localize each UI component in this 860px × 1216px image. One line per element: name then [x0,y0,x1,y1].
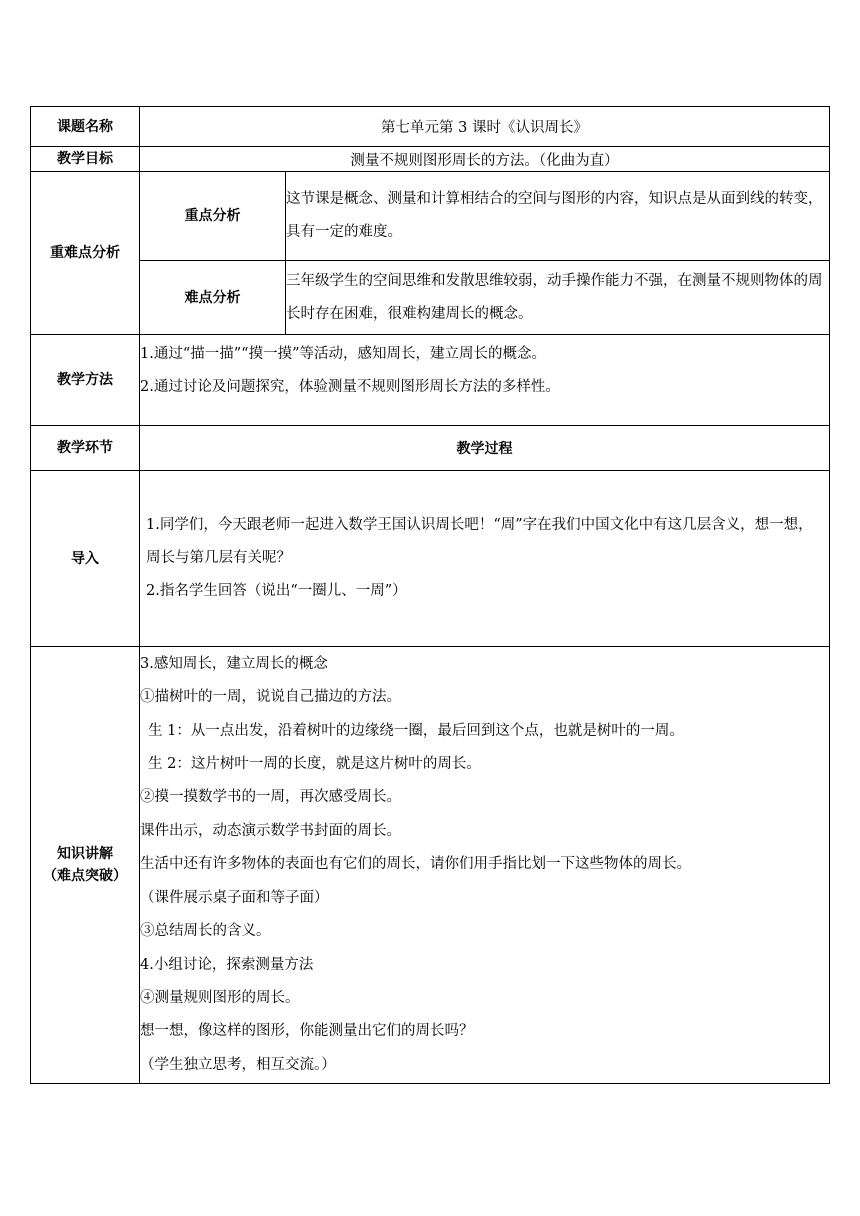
row-course [31,107,830,147]
difficult-analysis-text: 三年级学生的空间思维和发散思维较弱，动手操作能力不强，在测量不规则物体的周长时存在困难，很难构建周长的概念。 [286,261,830,335]
method-line: 2.通过讨论及问题探究，体验测量不规则图形周长方法的多样性。 [140,379,560,396]
intro-label: 导入 [31,471,140,647]
key-analysis-text: 这节课是概念、测量和计算相结合的空间与图形的内容，知识点是从面到线的转变，具有一定的难度。 [286,172,830,261]
knowledge-line: 3.感知周长，建立周长的概念 [140,655,328,672]
row-intro [31,471,830,647]
intro-line: 1.同学们，今天跟老师一起进入数学王国认识周长吧！“周”字在我们中国文化中有这几层含义，想一想，周长与第几层有关呢？ [146,517,813,566]
row-key-analysis [31,172,830,261]
knowledge-line: （学生独立思考，相互交流。） [140,1056,336,1073]
knowledge-line: 想一想，像这样的图形，你能测量出它们的周长吗？ [140,1023,474,1040]
knowledge-label [31,647,140,1084]
knowledge-line: ④测量规则图形的周长。 [140,989,300,1006]
knowledge-line: ①描树叶的一周，说说自己描边的方法。 [140,689,401,706]
row-knowledge [31,647,830,1084]
process-header: 教学过程 [140,426,830,471]
difficult-analysis-label: 难点分析 [140,261,286,335]
lesson-plan-table [30,106,830,1084]
method-content [140,335,830,426]
knowledge-content [140,647,830,1084]
method-line: 1.通过“描一描”“摸一摸”等活动，感知周长，建立周长的概念。 [140,346,546,362]
row-method [31,335,830,426]
stage-header: 教学环节 [31,426,140,471]
course-label: 课题名称 [31,107,140,147]
knowledge-line: 4.小组讨论，探索测量方法 [140,956,314,973]
row-objective [31,147,830,172]
course-value: 第七单元第 3 课时《认识周长》 [140,107,830,147]
knowledge-label-line2: （难点突破） [43,868,127,884]
knowledge-line: 生 1：从一点出发，沿着树叶的边缘绕一圈，最后回到这个点，也就是树叶的一周。 [148,722,684,739]
intro-content [140,471,830,647]
knowledge-line: 课件出示，动态演示数学书封面的周长。 [140,822,401,839]
knowledge-line: 生 2：这片树叶一周的长度，就是这片树叶的周长。 [148,756,481,773]
knowledge-line: （课件展示桌子面和等子面） [140,889,329,906]
knowledge-line: 生活中还有许多物体的表面也有它们的周长，请你们用手指比划一下这些物体的周长。 [140,856,691,873]
knowledge-label-line1: 知识讲解 [57,846,113,862]
row-difficult-analysis [31,261,830,335]
analysis-label: 重难点分析 [31,172,140,335]
key-analysis-label: 重点分析 [140,172,286,261]
objective-label: 教学目标 [31,147,140,172]
knowledge-line: ②摸一摸数学书的一周，再次感受周长。 [140,789,401,806]
row-process-header [31,426,830,471]
method-label: 教学方法 [31,335,140,426]
intro-line: 2.指名学生回答（说出“一圈儿、一周”） [146,583,407,599]
objective-value: 测量不规则图形周长的方法。（化曲为直） [140,147,830,172]
knowledge-line: ③总结周长的含义。 [140,923,271,940]
